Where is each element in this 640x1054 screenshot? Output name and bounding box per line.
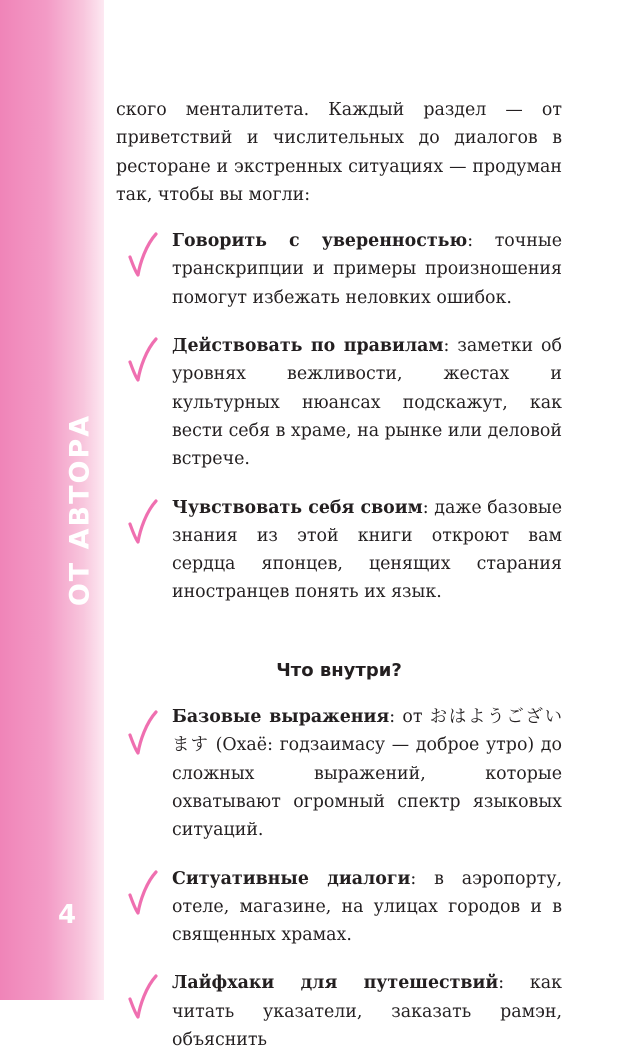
page-body bbox=[116, 96, 562, 1054]
intro-paragraph: ского менталитета. Каждый раздел — от приветствий и числительных до диалогов в ресторане и экстренных ситуациях — продуман так, чтобы вы могли: bbox=[116, 100, 562, 205]
section-heading: Что внутри? bbox=[276, 659, 402, 681]
item-text: : от おはようございます (Охаё: годзаимасу — доброе утро) до сложных выражений, которые охватывают огромный спектр языковых ситуаций. bbox=[172, 707, 562, 841]
side-band bbox=[0, 0, 104, 1000]
item-term: Лайфхаки для путешествий bbox=[172, 973, 499, 994]
item-text: : заметки об уровнях вежливости, жестах и культурных нюансах подскажут, как вести себя в храме, на рынке или деловой встрече. bbox=[172, 336, 562, 470]
checkmark-icon bbox=[126, 973, 160, 1021]
list-item bbox=[116, 227, 562, 312]
goals-list bbox=[116, 227, 562, 607]
item-term: Чувствовать себя своим bbox=[172, 497, 423, 518]
list-item bbox=[116, 865, 562, 950]
checkmark-icon bbox=[126, 869, 160, 917]
item-term: Ситуативные диалоги bbox=[172, 868, 411, 889]
item-term: Действовать по правилам bbox=[172, 336, 444, 357]
item-text: : точные транскрипции и примеры произношения помогут избежать неловких ошибок. bbox=[172, 231, 563, 308]
list-item bbox=[116, 703, 562, 844]
checkmark-icon bbox=[126, 709, 160, 757]
contents-list bbox=[116, 703, 562, 1054]
list-item bbox=[116, 332, 562, 473]
item-term: Базовые выражения bbox=[172, 707, 390, 728]
list-item bbox=[116, 969, 562, 1054]
checkmark-icon bbox=[126, 336, 160, 384]
page-number: 4 bbox=[58, 900, 77, 930]
item-text: : в аэропорту, отеле, магазине, на улицах городов и в священных храмах. bbox=[172, 868, 562, 946]
chapter-title: ОТ АВТОРА bbox=[64, 413, 96, 607]
item-text: : как читать указатели, заказать рамэн, объяснить bbox=[172, 973, 562, 1051]
list-item bbox=[116, 494, 562, 607]
checkmark-icon bbox=[126, 498, 160, 546]
item-term: Говорить с уверенностью bbox=[172, 231, 468, 252]
item-text: : даже базовые знания из этой книги откроют вам сердца японцев, ценящих старания иностранцев понять их язык. bbox=[172, 497, 562, 603]
checkmark-icon bbox=[126, 231, 160, 279]
